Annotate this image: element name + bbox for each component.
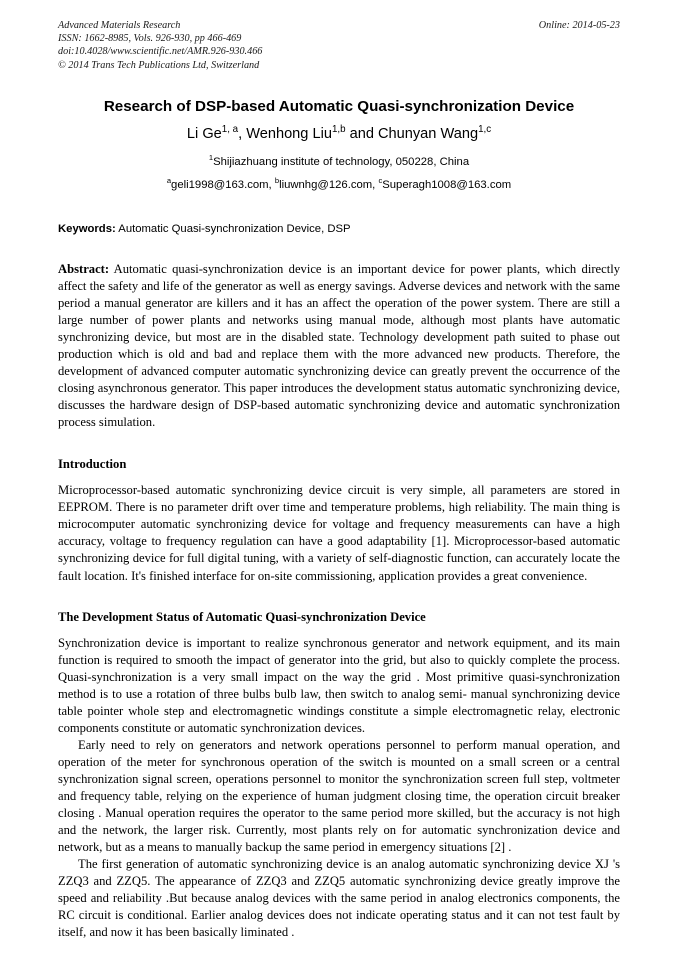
author-affiliation-marker-2: 1,b xyxy=(331,123,346,135)
copyright-line: © 2014 Trans Tech Publications Ltd, Switzerland xyxy=(58,59,260,71)
email-marker-2: b xyxy=(274,176,280,186)
author-name-1: Li Ge xyxy=(186,125,222,142)
author-affiliation-marker-1: 1, a xyxy=(221,123,239,135)
section-paragraph: Microprocessor-based automatic synchronizing device circuit is very simple, all parameters are stored in EEPROM. There is no parameter drift over time and temperature problems, high reliability. The main thing is microcomputer automatic synchronizing device for voltage and frequency measurements can have a high accuracy, voltage to frequency regulation can have a good adaptability [1]. Microprocessor-based automatic synchronizing device for full digital tuning, with a variety of self-diagnostic function, can accurately locate the fault location. It's finished interface for on-site commissioning, application provides a great convenience. xyxy=(58,483,620,583)
author-list xyxy=(58,124,620,144)
keywords-label: Keywords: xyxy=(58,222,116,235)
author-name-3: Chunyan Wang xyxy=(378,125,479,142)
section-heading-introduction: Introduction xyxy=(58,457,127,472)
affiliation-marker: 1 xyxy=(208,153,214,163)
journal-header xyxy=(58,0,620,72)
abstract-label: Abstract: xyxy=(58,261,110,276)
affiliation xyxy=(58,154,620,170)
issn-line: ISSN: 1662-8985, Vols. 926-930, pp 466-469 xyxy=(58,33,242,45)
author-separator-1: , xyxy=(238,125,247,142)
section-paragraph: The first generation of automatic synchronizing device is an analog automatic synchronizing device XJ 's ZZQ3 and ZZQ5. The appearance of ZZQ3 and ZZQ5 automatic synchronizing device greatly improve the speed and reliability .But because analog devices with the same period in analog electronics components, the RC circuit is conditional. Earlier analog devices does not indicate operating status and it can not test fault by itself, and now it has been basically liminated . xyxy=(58,857,620,940)
author-name-2: Wenhong Liu xyxy=(246,125,332,142)
section-paragraph: Early need to rely on generators and network operations personnel to perform manual operation, and operation of the meter for synchronous operation of the switch is mounted on a small screen or a central synchronization signal screen, operations personnel to monitor the synchronization screen full step, voltmeter and frequency table, relying on the experience of human judgment closing time, the operation circuit breaker closing . Manual operation requires the operator to the same period more skilled, but the accuracy is not high and the network, the larger risk. Currently, most plants rely on for automatic synchronization device and network, but as a means to manually backup the same period in emergency situations [2] . xyxy=(58,737,620,855)
keywords-value: Automatic Quasi-synchronization Device, DSP xyxy=(115,222,351,235)
author-emails xyxy=(58,177,620,193)
section-paragraph: Synchronization device is important to realize synchronous generator and network equipment, and its main function is required to smooth the impact of generator into the grid, but also to quickly complete the process. Quasi-synchronization is a very small impact on the way the grid . Most primitive quasi-synchronization method is to use a rotation of three bulbs bulb law, then switch to analog semi- manual synchronizing device table pointer whole step and electromagnetic windings constitute a simple electromagnetic relay, electronic components constitute or automatic synchronization devices. xyxy=(58,635,620,735)
journal-header-top-row xyxy=(58,19,620,32)
author-separator-2: and xyxy=(345,125,378,142)
abstract-text: Automatic quasi-synchronization device is an important device for power plants, which directly affect the safety and life of the generator as well as energy savings. Adverse devices and network with the same period a manual generator are killers and it has an affect the operation of the power system. There are still a large number of power plants and networks using manual mode, although most plants have automatic synchronizing device, but most are in the disabled state. Technology development path suited to phase out production which is old and bad and replace them with the more advanced new products. Therefore, the development of advanced computer automatic synchronizing device can greatly prevent the occurrence of the closing asynchronous generator. This paper introduces the development status automatic synchronizing device, discusses the hardware design of DSP-based automatic synchronizing device and automatic synchronization process simulation. xyxy=(58,261,620,430)
affiliation-text: Shijiazhuang institute of technology, 050228, China xyxy=(213,155,470,168)
abstract-paragraph xyxy=(58,261,620,431)
online-date: Online: 2014-05-23 xyxy=(538,20,620,31)
email-marker-1: a xyxy=(166,176,172,186)
page-content xyxy=(58,0,620,941)
page-title: Research of DSP-based Automatic Quasi-synchronization Device xyxy=(103,97,575,115)
email-address-1: geli1998@163.com, xyxy=(171,178,275,191)
section-heading-development-status: The Development Status of Automatic Quasi-synchronization Device xyxy=(58,609,426,624)
keywords-line xyxy=(58,222,620,237)
email-address-2: liuwnhg@126.com, xyxy=(279,178,379,191)
journal-name: Advanced Materials Research xyxy=(58,20,181,31)
email-marker-3: c xyxy=(378,176,383,186)
doi-line: doi:10.4028/www.scientific.net/AMR.926-930.466 xyxy=(58,46,263,58)
email-address-3: Superagh1008@163.com xyxy=(382,178,512,191)
author-affiliation-marker-3: 1,c xyxy=(478,123,492,135)
